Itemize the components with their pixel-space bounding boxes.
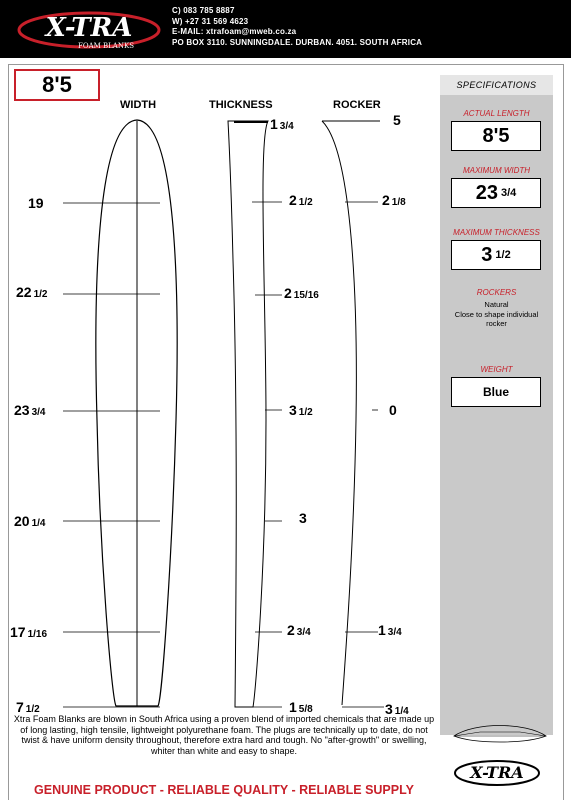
specifications-title: SPECIFICATIONS [440,75,553,95]
width-column-label: WIDTH [120,99,157,111]
contact-cell: C) 083 785 8887 [172,6,235,15]
rockers-label: ROCKERS [476,288,517,297]
actual-length-label: ACTUAL LENGTH [463,109,530,118]
footer-brand-text: X-TRA [470,763,524,782]
thickness-dim-7: 1 5/8 [289,699,313,715]
width-leader-lines [63,203,160,707]
thickness-dim-1: 1 3/4 [270,116,294,132]
brand-sub-text: FOAM BLANKS [77,42,135,50]
tagline-text: GENUINE PRODUCT - RELIABLE QUALITY - RELIABLE SUPPLY [34,783,414,797]
max-width-value: 23 3/4 [451,178,541,208]
thickness-dim-6: 2 3/4 [287,622,311,638]
rocker-dim-3: 0 [389,402,397,418]
thickness-profile [228,121,268,707]
thickness-dim-5: 3 [299,510,307,526]
contact-email: E-MAIL: xtrafoam@mweb.co.za [172,27,297,36]
contact-address: PO BOX 3110. SUNNINGDALE. DURBAN. 4051. SOUTH AFRICA [172,37,423,47]
weight-value: Blue [451,377,541,407]
rockers-note-shape: Close to shape individual rocker [454,310,539,328]
rocker-dim-2: 2 1/8 [382,192,406,208]
specifications-panel [440,75,553,735]
actual-length-value: 8'5 [451,121,541,151]
width-dim-5: 17 1/16 [10,624,48,640]
thickness-column-label: THICKNESS [209,99,273,111]
max-thickness-value: 3 1/2 [451,240,541,270]
thickness-dim-4: 3 1/2 [289,402,313,418]
rocker-profile [322,121,356,705]
width-dim-3: 23 3/4 [14,402,46,418]
width-dim-1: 19 [28,195,44,211]
brand-text: X-TRA [45,13,133,43]
board-size-box: 8'5 [14,69,100,101]
thickness-dim-2: 2 1/2 [289,192,313,208]
thickness-leader-lines [252,202,282,707]
width-dim-2: 22 1/2 [16,284,48,300]
max-thickness-label: MAXIMUM THICKNESS [453,228,540,237]
footer-xtra-logo [452,755,542,791]
contact-work: W) +27 31 569 4623 [172,16,249,26]
rocker-dim-4: 1 3/4 [378,622,402,638]
rocker-dim-1: 5 [393,112,401,128]
width-dim-6: 7 1/2 [16,699,40,715]
thickness-dim-3: 2 15/16 [284,285,319,301]
rocker-column-label: ROCKER [333,99,381,111]
width-dim-4: 20 1/4 [14,513,46,529]
max-width-label: MAXIMUM WIDTH [462,166,531,175]
mini-board-icon [450,718,550,746]
rocker-dim-5: 3 1/4 [385,701,409,717]
weight-label: WEIGHT [480,365,513,374]
description-text: Xtra Foam Blanks are blown in South Africa using a proven blend of imported chemicals that are made up of long lasting, high tensile, lightweight polyurethane foam. The plugs are technically up to date, do not twist & have uniform density throughout, therefore extra hard and tough. No "after-growth" or swelling, whiter than white and easy to shape. [13,714,435,756]
rockers-note-natural: Natural [484,300,509,309]
